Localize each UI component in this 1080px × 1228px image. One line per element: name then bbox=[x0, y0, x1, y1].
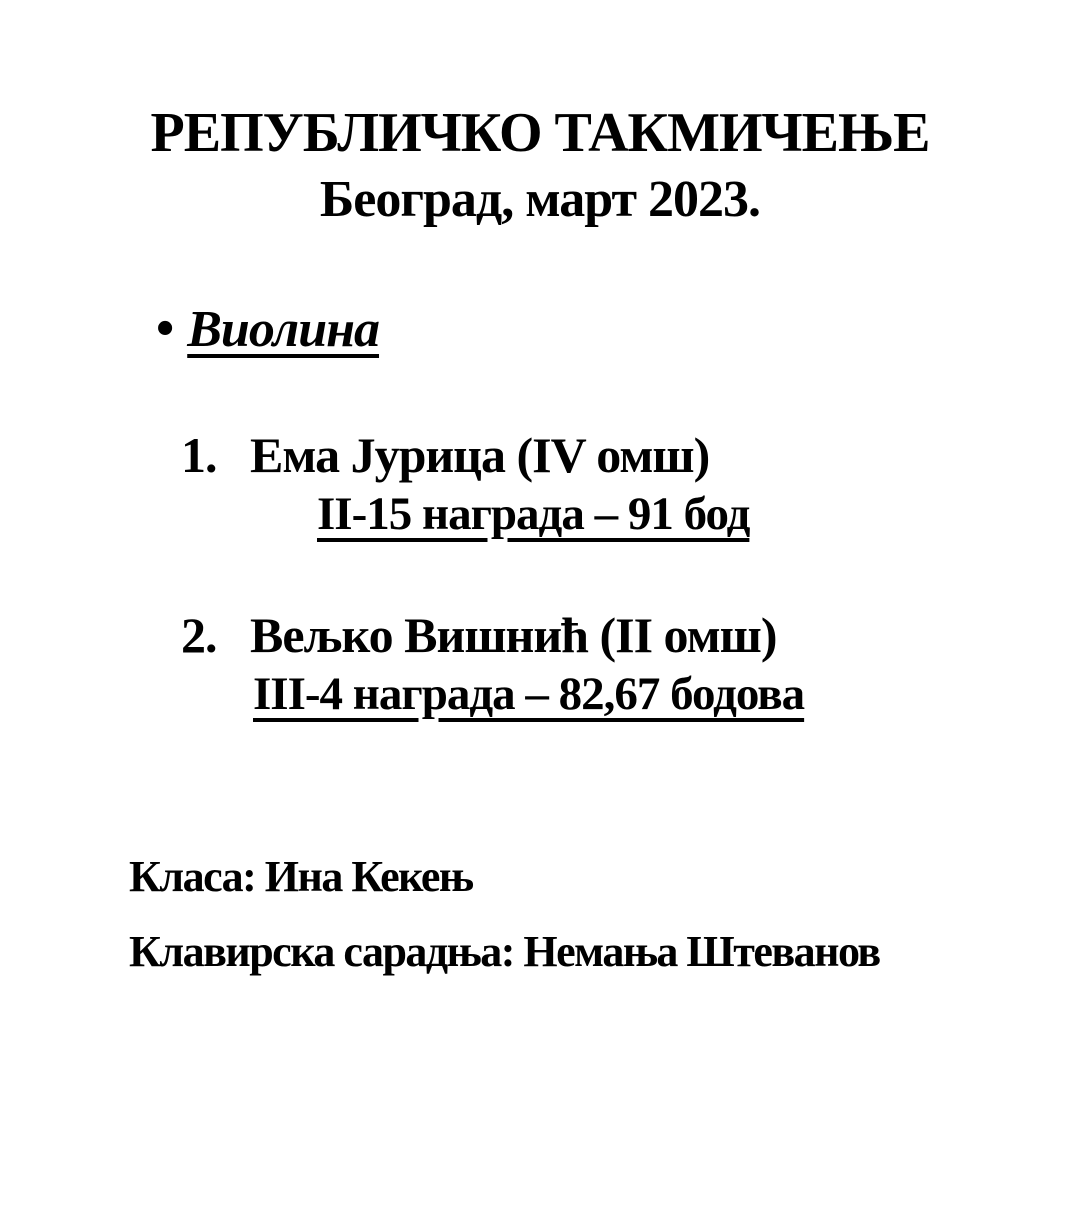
entry-1-number: 1. bbox=[181, 427, 217, 483]
bullet-marker: • bbox=[156, 300, 174, 357]
accompanist-line: Клавирска сарадња: Немања Штеванов bbox=[129, 927, 880, 976]
entry-2-number: 2. bbox=[181, 607, 217, 663]
document-subtitle: Београд, март 2023. bbox=[319, 171, 761, 228]
category-heading bbox=[156, 300, 379, 358]
entry-1-award: II-15 награда – 91 бод bbox=[317, 488, 750, 540]
entry-1-line bbox=[181, 428, 709, 483]
entry-1-name: Ема Јурица (IV омш) bbox=[250, 427, 710, 483]
entry-2-award: III-4 награда – 82,67 бодова bbox=[253, 668, 805, 720]
entry-2-name: Вељко Вишнић (II омш) bbox=[250, 607, 777, 663]
class-line: Класа: Ина Кекењ bbox=[129, 852, 473, 901]
entry-2-line bbox=[181, 608, 777, 663]
document-title: РЕПУБЛИЧКО ТАКМИЧЕЊЕ bbox=[150, 102, 930, 164]
category-title: Виолина bbox=[187, 301, 380, 358]
